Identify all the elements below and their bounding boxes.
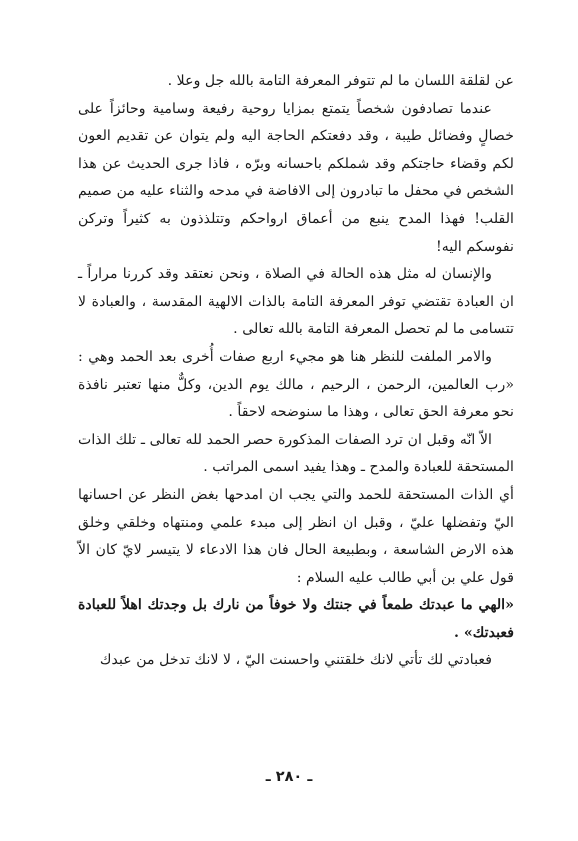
- paragraph-1: عن لقلقة اللسان ما لم تتوفر المعرفة التامة بالله جل وعلا .: [167, 73, 514, 89]
- paragraph-5: الاّ انّه وقبل ان ترد الصفات المذكورة حصر الحمد لله تعالى ـ تلك الذات المستحقة للعبادة والمدح ـ وهذا يفيد اسمى المراتب .: [78, 431, 514, 476]
- paragraph-6: أي الذات المستحقة للحمد والتي يجب ان امدحها بغض النظر عن احسانها اليّ وتفضلها عليّ ، وقبل ان انظر إلى مبدء علمي ومنتهاه وخلقي وخلق هذه الارض الشاسعة ، وبطبيعة الحال فان هذا الادعاء لا يتيسر لايّ كان الاّ قول علي بن أبي طالب عليه السلام :: [78, 486, 514, 586]
- paragraph-8: فعبادتي لك تأتي لانك خلقتني واحسنت اليّ ، لا لانك تدخل من عبدك: [99, 652, 492, 669]
- quote-paragraph: «الهي ما عبدتك طمعاً في جنتك ولا خوفاً من نارك بل وجدتك اهلاً للعبادة فعبدتك» .: [78, 597, 514, 641]
- page-body: [78, 68, 514, 675]
- paragraph-2: عندما تصادفون شخصاً يتمتع بمزايا روحية رفيعة وسامية وحائزاً على خصالٍ وفضائل طيبة ، وقد دفعتكم الحاجة اليه ولم يتوان عن تقديم العون لكم وقضاء حاجتكم وقد شملكم باحسانه وبرّه ، فاذا جرى الحديث عن هذا الشخص في محفل ما تبادرون إلى الافاضة في مدحه والثناء عليه من صميم القلب! فهذا المدح ينبع من أعماق ارواحكم وتتلذذون به كثيراً وتركن نفوسكم اليه!: [78, 100, 514, 255]
- paragraph-3: والإنسان له مثل هذه الحالة في الصلاة ، ونحن نعتقد وقد كررنا مراراً ـ ان العبادة تقتضي توفر المعرفة التامة بالذات الالهية المقدسة ، والعبادة لا تتسامى ما لم تحصل المعرفة التامة بالله تعالى .: [78, 266, 514, 338]
- page-number: ـ ٢٨٠ ـ: [265, 769, 313, 785]
- paragraph-4: والامر الملفت للنظر هنا هو مجيء اربع صفات أُخرى بعد الحمد وهي : «رب العالمين، الرحمن ، الرحيم ، مالك يوم الدين، وكلٌّ منها تعتبر نافذة نحو معرفة الحق تعالى ، وهذا ما سنوضحه لاحقاً .: [78, 348, 514, 421]
